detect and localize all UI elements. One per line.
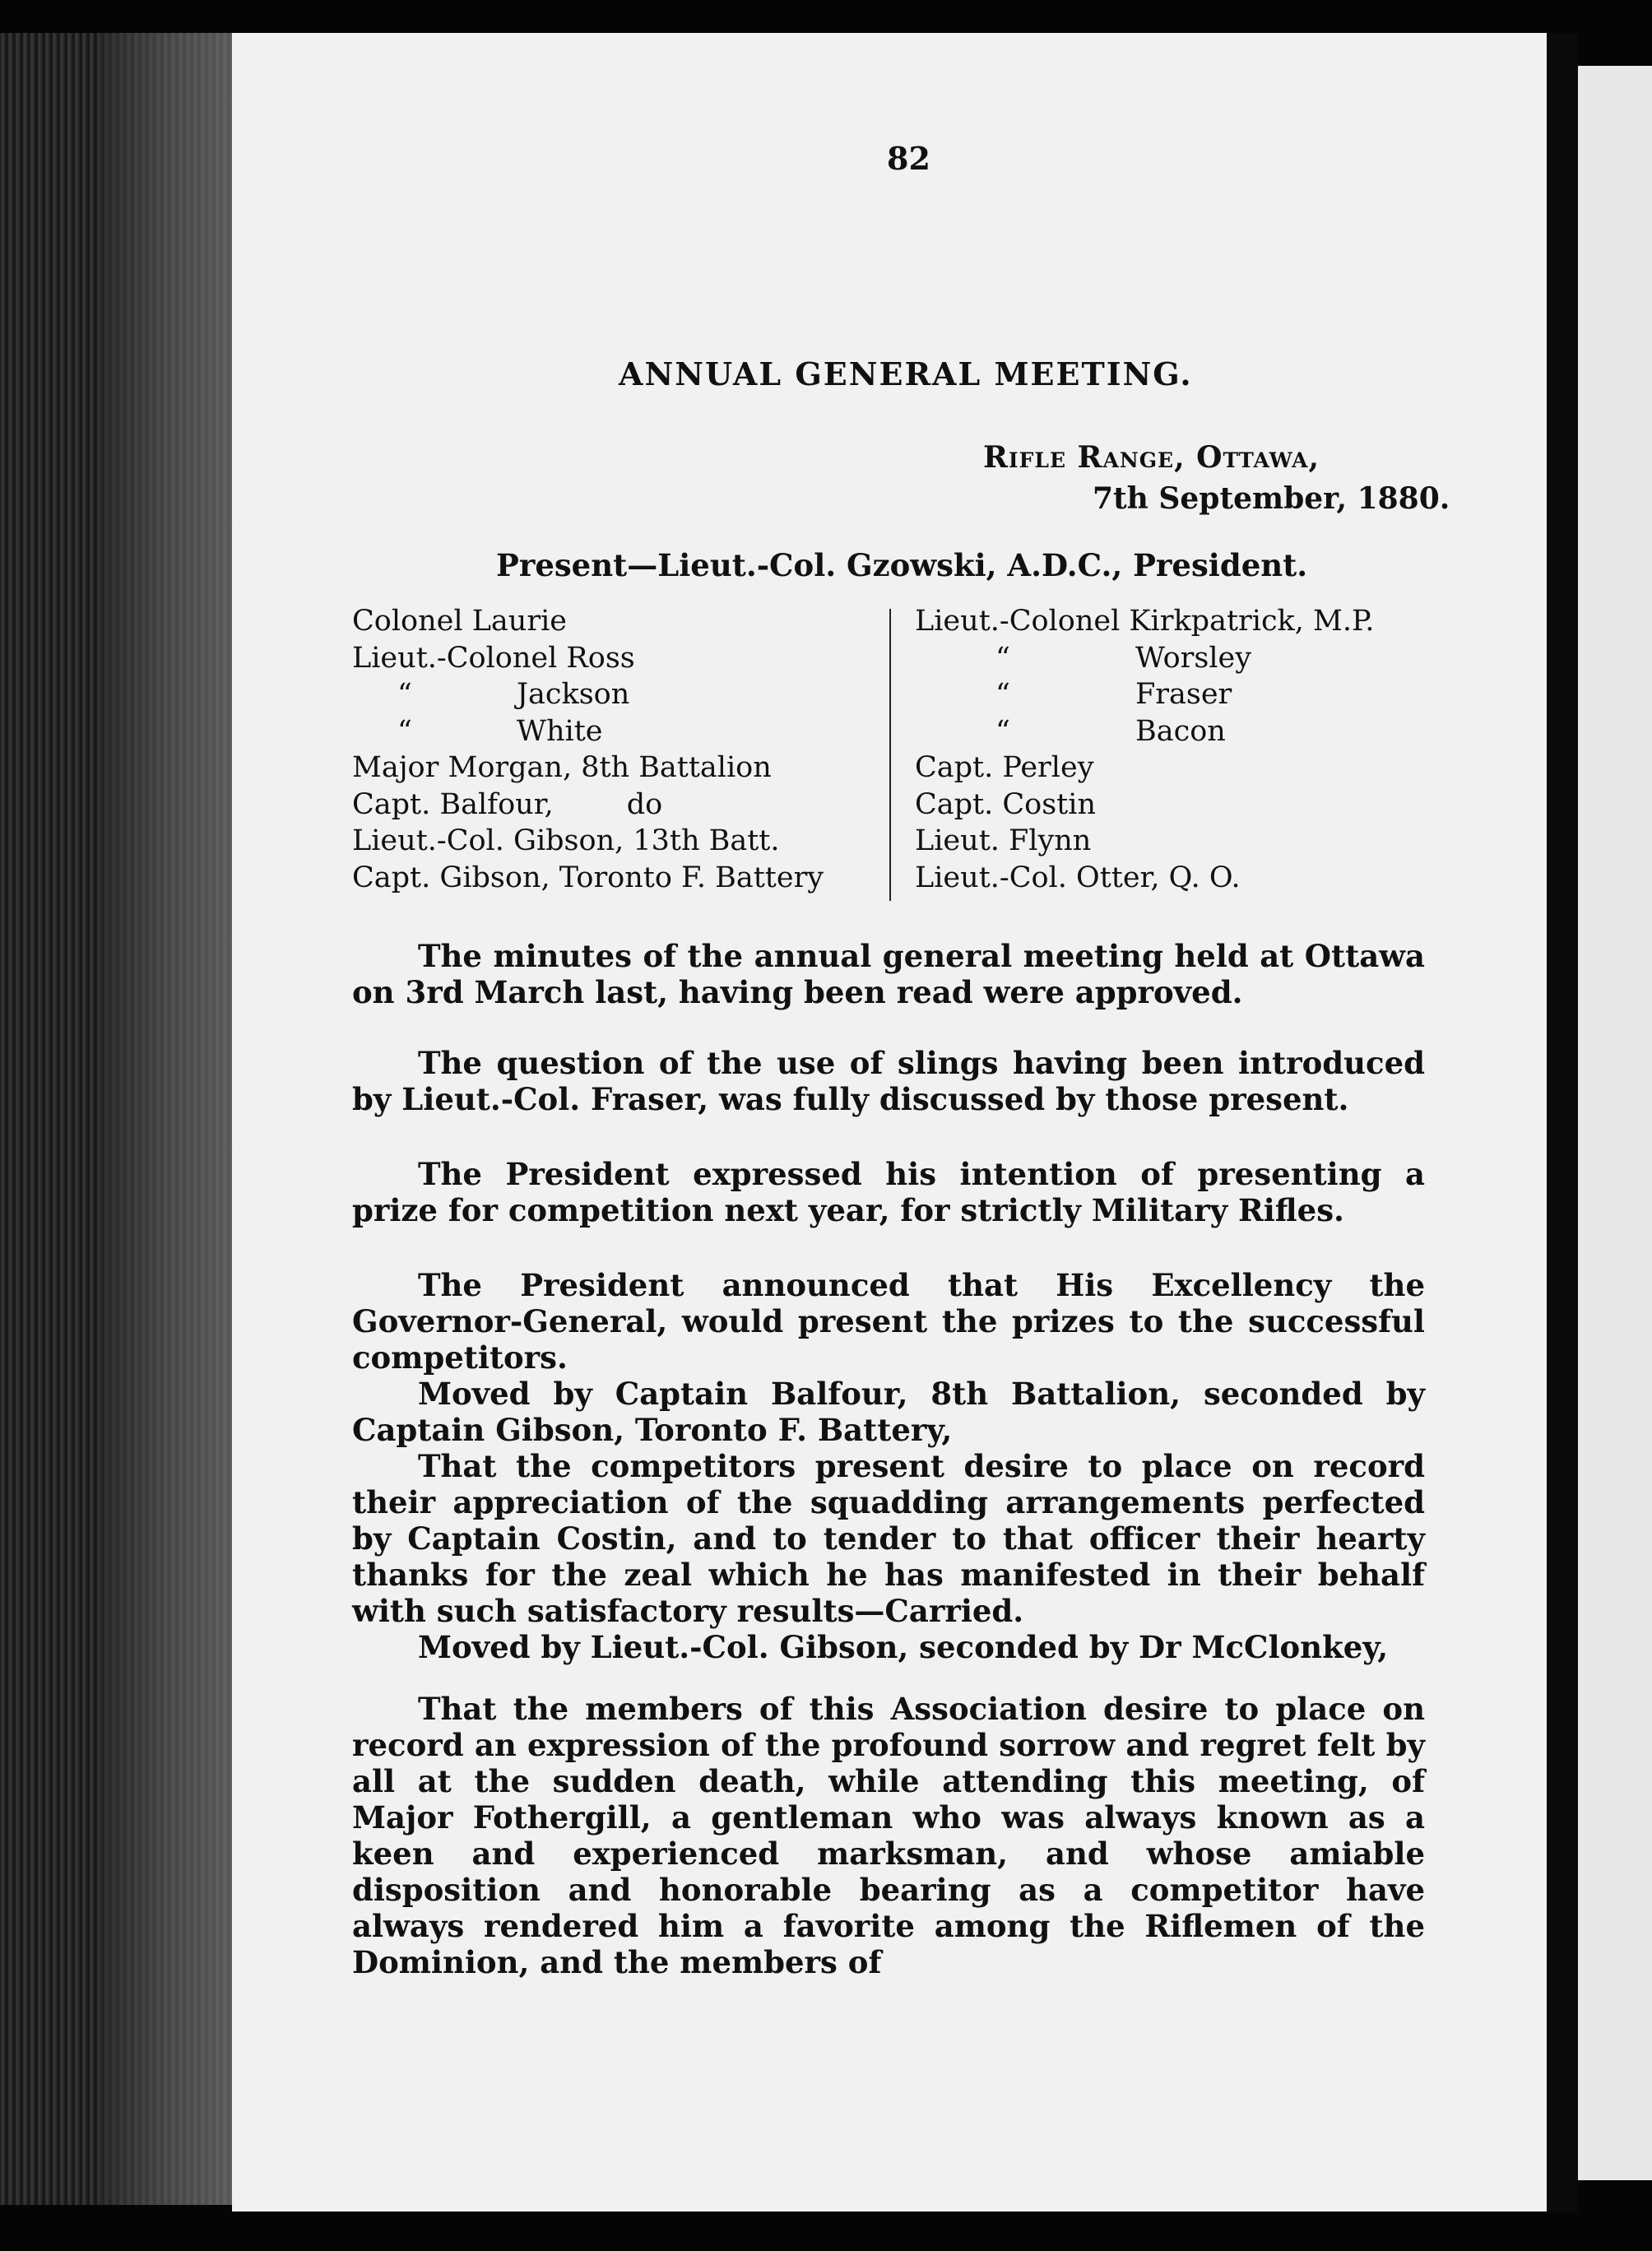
paragraph-minutes: The minutes of the annual general meeting held at Ottawa on 3rd March last, having been read were approved. <box>352 938 1425 1010</box>
page-title: ANNUAL GENERAL MEETING. <box>619 355 1193 392</box>
attendee: Lieut.-Col. Gibson, 13th Batt. <box>352 824 780 857</box>
attendees-left-column <box>352 603 824 896</box>
ditto-mark: “ <box>397 678 412 711</box>
paragraph-resolution-fothergill: That the members of this Association desire to place on record an expression of the profound sorrow and regret felt by all at the sudden death, while attending this meeting, of Major Fothergill, a gentleman who was always known as a keen and experienced marksman, and whose amiable disposition and honorable bearing as a competitor have always rendered him a favorite among the Riflemen of the Dominion, and the members of <box>352 1691 1425 1980</box>
attendee: “ Jackson <box>352 676 824 713</box>
attendee: Capt. Gibson, Toronto F. Battery <box>352 861 824 894</box>
facing-page-edge <box>1578 66 1652 2180</box>
attendee: Capt. Costin <box>915 787 1096 821</box>
ditto-mark: “ <box>995 714 1010 748</box>
ditto-mark: “ <box>995 678 1010 711</box>
page-gutter <box>1547 33 1578 2212</box>
present-line: Present—Lieut.-Col. Gzowski, A.D.C., President. <box>496 547 1308 583</box>
attendee: Colonel Laurie <box>352 605 567 638</box>
attendee: Capt. Balfour, do <box>352 787 663 821</box>
attendee: “ Fraser <box>915 676 1375 713</box>
attendee: Lieut.-Colonel Kirkpatrick, M.P. <box>915 605 1375 638</box>
attendees-right-column <box>915 603 1375 896</box>
paragraph-governor-general: The President announced that His Excellency the Governor-General, would present the prizes to the successful competitors. <box>352 1267 1425 1376</box>
paragraph-resolution-costin: That the competitors present desire to place on record their appreciation of the squadding arrangements perfected by Captain Costin, and to tender to that officer their hearty thanks for the zeal which he has manifested in their behalf with such satisfactory results—Carried. <box>352 1448 1425 1629</box>
page-edges <box>99 33 232 2205</box>
ditto-mark: “ <box>995 641 1010 675</box>
attendee: “ White <box>352 713 824 750</box>
meeting-date: 7th September, 1880. <box>1093 481 1450 516</box>
meeting-place: Rifle Range, Ottawa, <box>983 440 1320 475</box>
ditto-mark: “ <box>397 714 412 748</box>
attendee: “ Worsley <box>915 640 1375 677</box>
paragraph-motion-balfour: Moved by Captain Balfour, 8th Battalion, seconded by Captain Gibson, Toronto F. Battery, <box>352 1376 1425 1448</box>
attendee: Capt. Perley <box>915 751 1094 784</box>
attendee: “ Bacon <box>915 713 1375 750</box>
attendee: Major Morgan, 8th Battalion <box>352 751 772 784</box>
attendee: Lieut.-Colonel Ross <box>352 641 635 675</box>
paragraph-motion-gibson: Moved by Lieut.-Col. Gibson, seconded by Dr McClonkey, <box>418 1629 1389 1665</box>
paragraph-prize: The President expressed his intention of presenting a prize for competition next year, for strictly Military Rifles. <box>352 1156 1425 1228</box>
column-divider <box>889 609 891 901</box>
paragraph-slings: The question of the use of slings having been introduced by Lieut.-Col. Fraser, was fully discussed by those present. <box>352 1045 1425 1117</box>
attendee: Lieut.-Col. Otter, Q. O. <box>915 861 1241 894</box>
page-number: 82 <box>887 140 930 177</box>
attendee: Lieut. Flynn <box>915 824 1092 857</box>
